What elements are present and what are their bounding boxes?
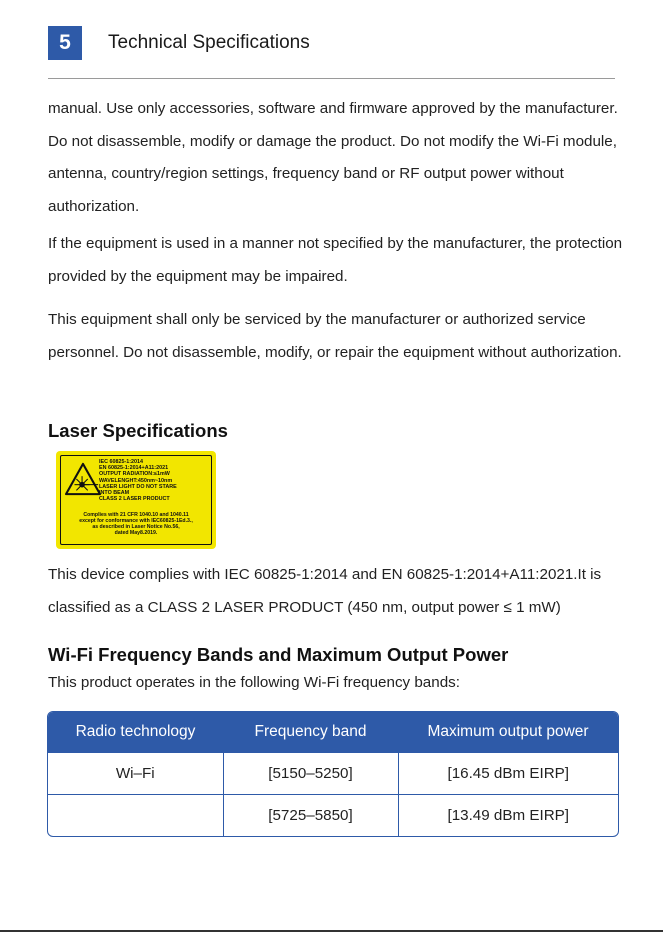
section-header — [48, 26, 310, 60]
table-row — [48, 795, 618, 836]
laser-label-text: IEC 60825-1:2014 EN 60825-1:2014+A11:2021 OUTPUT RADIATION:≤1mW WAVELENGHT:450nm~10nm LASER LIGHT DO NOT STARE INTO BEAM CLASS 2 LASER PRODUCT — [99, 459, 177, 503]
wifi-intro: This product operates in the following Wi-Fi frequency bands: — [48, 674, 460, 691]
wifi-bands-table — [47, 711, 619, 837]
page-bottom-rule — [0, 930, 663, 932]
paragraph-accessories: manual. Use only accessories, software and firmware approved by the manufacturer. Do not disassemble, modify or damage the product. Do not modify the Wi-Fi module, antenna, country/region settings, frequency band or RF output power without authorization. — [48, 100, 618, 215]
wifi-heading: Wi-Fi Frequency Bands and Maximum Output Power — [48, 644, 509, 665]
section-title: Technical Specifications — [108, 32, 310, 53]
header-radio-technology: Radio technology — [48, 712, 223, 753]
cell-max-output-power: [13.49 dBm EIRP] — [398, 795, 618, 836]
cell-radio-technology — [48, 795, 223, 836]
laser-hazard-icon — [64, 462, 102, 496]
paragraph-servicing: This equipment shall only be serviced by the manufacturer or authorized service personnel. Do not disassemble, modify, or repair the equipment without authorization. — [48, 311, 622, 361]
cell-frequency-band: [5150–5250] — [223, 753, 398, 795]
paragraph-protection: If the equipment is used in a manner not specified by the manufacturer, the protection provided by the equipment may be impaired. — [48, 235, 623, 285]
header-frequency-band: Frequency band — [223, 712, 398, 753]
cell-max-output-power: [16.45 dBm EIRP] — [398, 753, 618, 795]
section-number-badge: 5 — [48, 26, 82, 60]
laser-warning-label — [56, 451, 216, 549]
table-row — [48, 753, 618, 795]
cell-radio-technology: Wi–Fi — [48, 753, 223, 795]
table-header-row — [48, 712, 618, 753]
section-divider — [48, 78, 615, 79]
laser-label-footer: Complies with 21 CFR 1040.10 and 1040.11 except for conformance with IEC60825-1Ed.3., as described in Laser Notice No.56, dated May8.2019. — [79, 512, 193, 537]
cell-frequency-band: [5725–5850] — [223, 795, 398, 836]
laser-compliance-text: This device complies with IEC 60825-1:2014 and EN 60825-1:2014+A11:2021.It is classified as a CLASS 2 LASER PRODUCT (450 nm, output power ≤ 1 mW) — [48, 566, 602, 616]
header-max-output-power: Maximum output power — [398, 712, 618, 753]
laser-heading: Laser Specifications — [48, 420, 228, 441]
